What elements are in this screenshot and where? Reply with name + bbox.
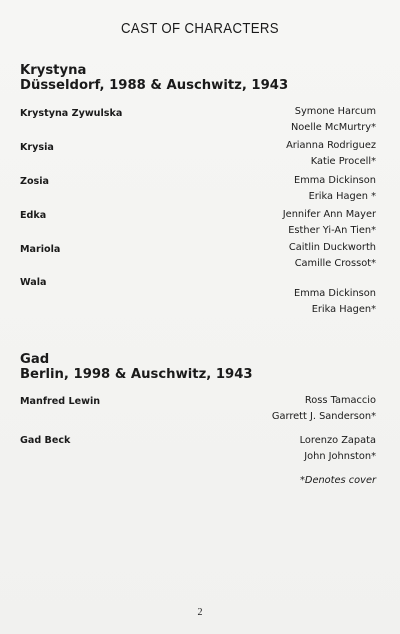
actor-list: [294, 173, 376, 204]
cover-note: *Denotes cover: [300, 475, 376, 486]
section-setting: Düsseldorf, 1988 & Auschwitz, 1943: [20, 78, 289, 93]
actor-name: Ross Tamaccio: [304, 395, 376, 406]
actor-list: [272, 393, 376, 424]
actor-name: Jennifer Ann Mayer: [282, 209, 376, 220]
page-number: 2: [197, 607, 203, 618]
actor-name: Symone Harcum: [294, 106, 376, 117]
actor-list: [294, 286, 376, 317]
actor-name: Arianna Rodriguez: [286, 140, 376, 151]
page-title: CAST OF CHARACTERS: [121, 20, 279, 37]
character-name: Krystyna Zywulska: [20, 108, 123, 119]
section-heading-gad: [20, 352, 253, 382]
actor-name: Caitlin Duckworth: [288, 242, 376, 253]
actor-list: [289, 240, 376, 271]
character-name: Edka: [20, 210, 47, 221]
section-heading-krystyna: [20, 63, 288, 93]
section-name: Krystyna: [20, 63, 87, 78]
actor-name: Emma Dickinson: [294, 175, 376, 186]
character-name: Manfred Lewin: [20, 396, 101, 407]
actor-name: John Johnston*: [304, 450, 376, 462]
character-name: Zosia: [20, 176, 50, 187]
actor-name: Erika Hagen*: [311, 303, 376, 315]
actor-name: Garrett J. Sanderson*: [271, 410, 376, 422]
actor-list: [291, 104, 376, 135]
actor-name: Erika Hagen *: [308, 190, 376, 202]
actor-name: Emma Dickinson: [294, 288, 376, 299]
actor-list: [300, 433, 376, 464]
character-name: Krysia: [20, 142, 54, 153]
character-name: Gad Beck: [20, 435, 71, 446]
actor-name: Katie Procell*: [310, 155, 376, 167]
character-name: Wala: [20, 277, 47, 288]
section-setting: Berlin, 1998 & Auschwitz, 1943: [20, 367, 253, 382]
actor-name: Camille Crossot*: [294, 257, 376, 269]
actor-list: [283, 207, 376, 238]
section-name: Gad: [20, 352, 50, 367]
character-name: Mariola: [20, 244, 61, 255]
actor-name: Esther Yi-An Tien*: [288, 224, 376, 236]
actor-name: Lorenzo Zapata: [299, 435, 376, 446]
actor-name: Noelle McMurtry*: [290, 121, 376, 133]
actor-list: [286, 138, 376, 169]
